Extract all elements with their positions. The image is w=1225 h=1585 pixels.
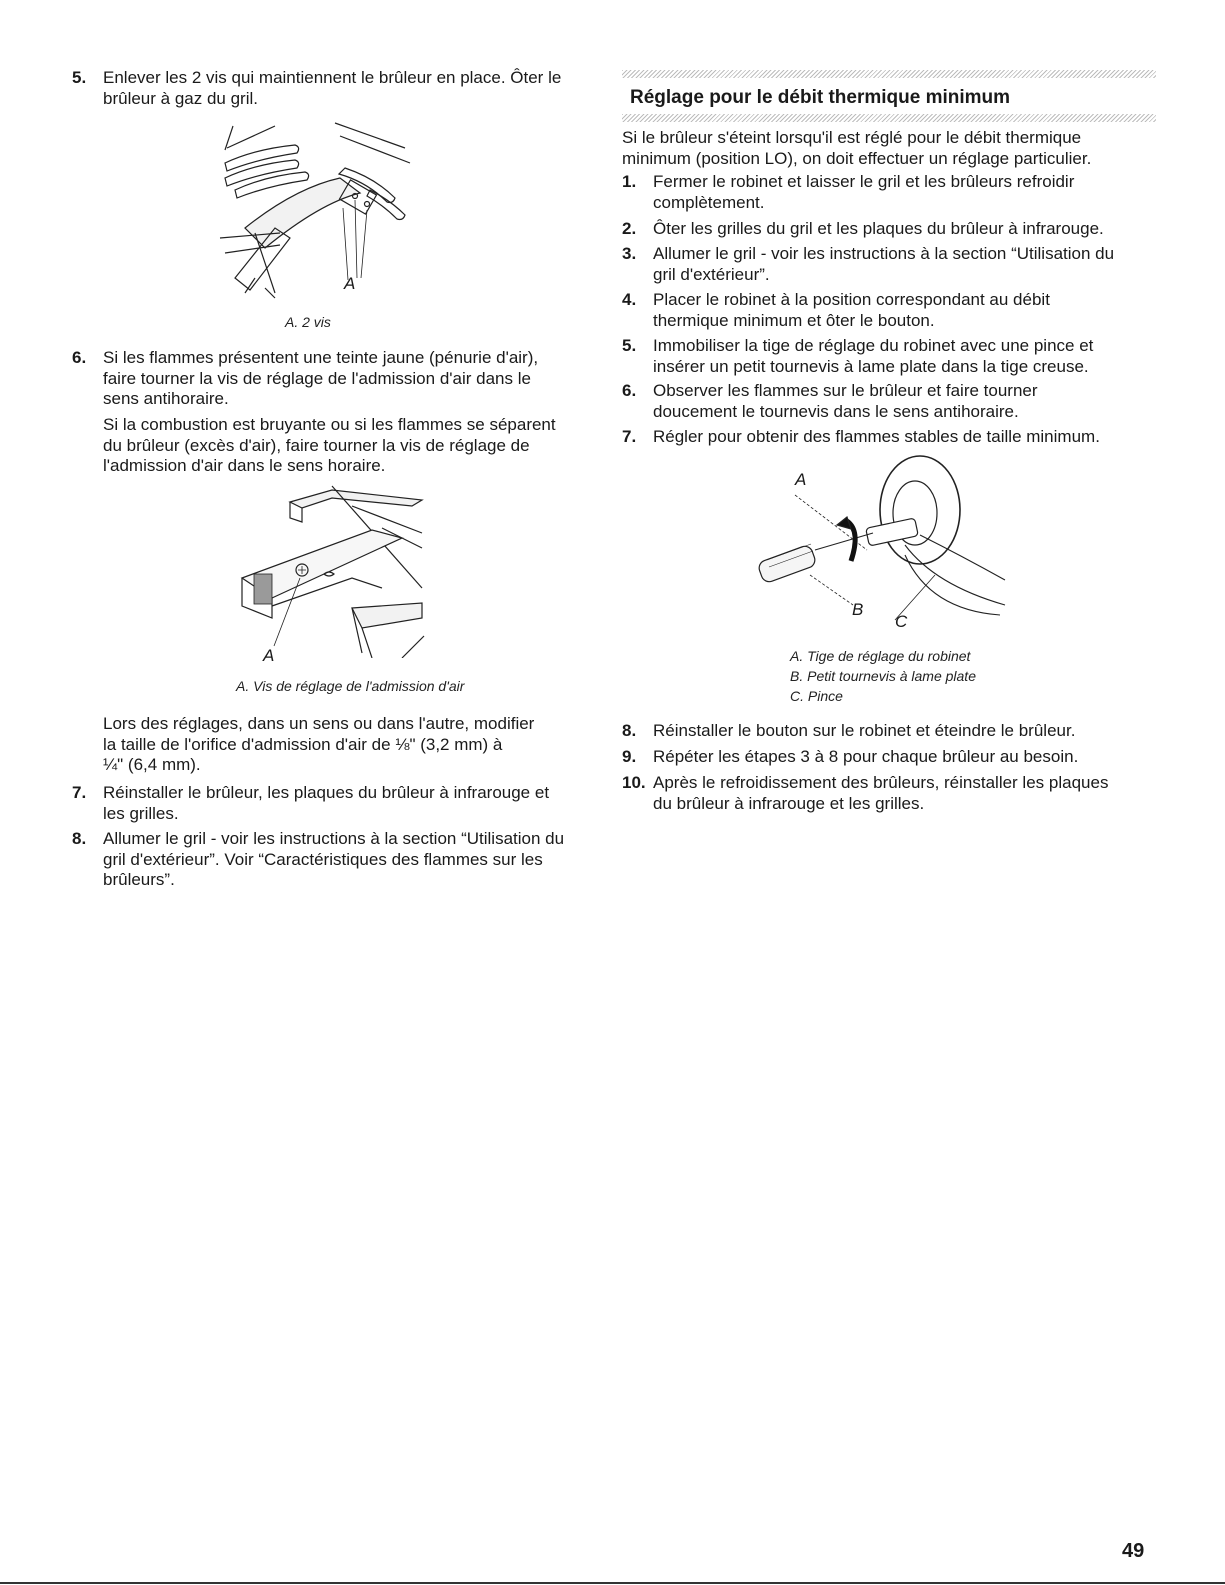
step-number: 6. [72,348,87,367]
step-text: Allumer le gril - voir les instructions à la section “Utilisation du gril d'extérieur”. [653,244,1115,284]
section-intro: Si le brûleur s'éteint lorsqu'il est réglé pour le débit thermique minimum (position LO), on doit effectuer un réglage particulier. [622,128,1092,168]
step-number: 5. [72,68,87,87]
list-item [622,244,1156,285]
step-6 [72,348,592,410]
adjustment-note: Lors des réglages, dans un sens ou dans l'autre, modifier la taille de l'orifice d'admission d'air de ⅛" (3,2 mm) à ¼" (6,4 mm). [103,714,535,774]
step-text: Fermer le robinet et laisser le gril et les brûleurs refroidir complètement. [653,172,1075,212]
hatch-rule-top [622,70,1156,78]
list-item [622,747,1156,768]
step-text: Allumer le gril - voir les instructions à la section “Utilisation du gril d'extérieur”. Voir “Caractéristiques des flammes sur les brûleurs”. [103,829,565,889]
list-item [622,172,1156,213]
step-number: 2. [622,219,637,238]
section-title: Réglage pour le débit thermique minimum [630,87,1011,108]
step-number: 1. [622,172,637,191]
step-number: 8. [622,721,637,740]
fig3-label-b: B [852,600,864,619]
list-item [622,427,1156,448]
step-text: Observer les flammes sur le brûleur et faire tourner doucement le tournevis dans le sens antihoraire. [653,381,1038,421]
list-item [622,721,1156,742]
fig2-caption: A. Vis de réglage de l'admission d'air [236,678,465,694]
step-text: Enlever les 2 vis qui maintiennent le brûleur en place. Ôter le brûleur à gaz du gril. [103,68,562,108]
step-number: 4. [622,290,637,309]
step-8 [72,829,592,891]
list-item [622,336,1156,377]
step-text: Répéter les étapes 3 à 8 pour chaque brûleur au besoin. [653,747,1079,766]
step-6-continued: Si la combustion est bruyante ou si les flammes se séparent du brûleur (excès d'air), faire tourner la vis de réglage de l'admission d'air dans le sens horaire. [103,415,556,475]
fig3-label-a: A [795,470,807,489]
fig3-caption-c: C. Pince [790,688,843,704]
hatch-rule-bottom [622,114,1156,122]
step-text: Placer le robinet à la position correspondant au débit thermique minimum et ôter le bouton. [653,290,1050,330]
list-item [622,773,1156,814]
fig3-caption-a: A. Tige de réglage du robinet [790,648,971,664]
list-item [622,290,1156,331]
section-header [622,70,1156,122]
list-item [622,381,1156,422]
air-shutter-illustration [232,478,432,658]
fig1-label-a: A [344,274,356,293]
step-number: 5. [622,336,637,355]
step-text: Après le refroidissement des brûleurs, réinstaller les plaques du brûleur à infrarouge et les grilles. [653,773,1109,813]
valve-adjustment-illustration [755,455,1015,635]
step-text: Ôter les grilles du gril et les plaques du brûleur à infrarouge. [653,219,1104,238]
step-5 [72,68,592,109]
fig1-caption: A. 2 vis [285,314,331,330]
burner-screws-illustration [215,118,415,303]
step-number: 10. [622,773,646,792]
step-text: Réinstaller le brûleur, les plaques du brûleur à infrarouge et les grilles. [103,783,550,823]
fig2-label-a: A [263,646,275,665]
step-text: Si les flammes présentent une teinte jaune (pénurie d'air), faire tourner la vis de réglage de l'admission d'air dans le sens antihoraire. [103,348,539,408]
bottom-rule [0,1582,1225,1584]
step-number: 3. [622,244,637,263]
step-number: 9. [622,747,637,766]
fig3-label-c: C [895,612,908,631]
fig3-caption-b: B. Petit tournevis à lame plate [790,668,976,684]
step-number: 6. [622,381,637,400]
list-item [622,219,1156,240]
step-text: Immobiliser la tige de réglage du robinet avec une pince et insérer un petit tournevis à lame plate dans la tige creuse. [653,336,1094,376]
page-number: 49 [1122,1540,1145,1562]
step-text: Régler pour obtenir des flammes stables de taille minimum. [653,427,1100,446]
step-number: 7. [622,427,637,446]
step-7 [72,783,592,824]
step-number: 7. [72,783,87,802]
step-text: Réinstaller le bouton sur le robinet et éteindre le brûleur. [653,721,1076,740]
step-number: 8. [72,829,87,848]
